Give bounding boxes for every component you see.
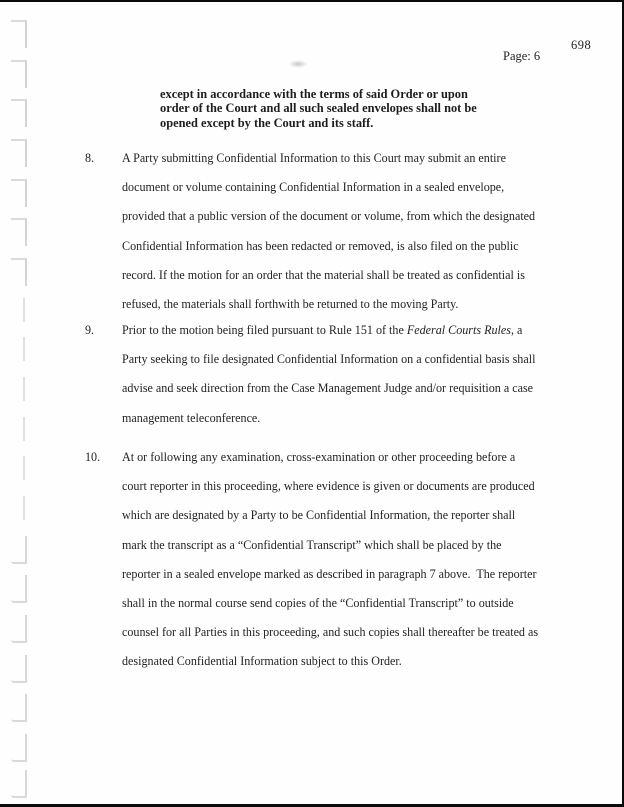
- paragraph-text: [122, 316, 572, 433]
- paragraph-line: Confidential Information has been redacted or removed, is also filed on the public: [122, 238, 519, 253]
- binding-hole-mark: [11, 139, 27, 167]
- paragraph-line: provided that a public version of the document or volume, from which the designated: [122, 209, 536, 224]
- paragraph-line: A Party submitting Confidential Information to this Court may submit an entire: [122, 151, 506, 165]
- paragraph-line: Party seeking to file designated Confidential Information on a confidential basis shall: [122, 352, 536, 367]
- paragraph-line: record. If the motion for an order that the material shall be treated as confidential is: [122, 267, 525, 282]
- quote-block: [160, 87, 490, 130]
- binding-hole-mark: [11, 20, 27, 48]
- text-segment: , a: [510, 323, 523, 337]
- binding-hole-mark: [11, 179, 27, 207]
- paragraph-line: [122, 316, 572, 345]
- paragraph-10: [85, 443, 572, 677]
- binding-hole-mark: [11, 536, 27, 564]
- paragraph-line: document or volume containing Confidential Information in a sealed envelope,: [122, 180, 505, 195]
- paragraph-line: court reporter in this proceeding, where evidence is given or documents are produced: [122, 479, 535, 494]
- binding-hole-mark: [11, 377, 25, 401]
- binding-hole-mark: [11, 694, 27, 722]
- binding-hole-mark: [11, 456, 25, 480]
- paragraph-line: shall in the normal course send copies of the “Confidential Transcript” to outside: [122, 596, 514, 611]
- paragraph-number: 9.: [85, 323, 95, 337]
- binding-hole-mark: [11, 770, 27, 798]
- paragraph-line: At or following any examination, cross-examination or other proceeding before a: [122, 450, 516, 464]
- binding-hole-mark: [11, 258, 27, 286]
- text-segment: Prior to the motion being filed pursuant to Rule 151 of the: [122, 323, 407, 337]
- quote-line: opened except by the Court and its staff.: [160, 115, 374, 130]
- binding-hole-mark: [11, 734, 27, 762]
- binding-hole-mark: [11, 298, 25, 322]
- quote-line: order of the Court and all such sealed envelopes shall not be: [160, 101, 477, 116]
- paragraph-text: [122, 443, 572, 677]
- binding-hole-mark: [11, 575, 27, 603]
- page-number-label: Page: 6: [503, 49, 541, 63]
- quote-line: except in accordance with the terms of said Order or upon: [160, 87, 468, 101]
- paragraph-line: which are designated by a Party to be Confidential Information, the reporter shall: [122, 508, 516, 523]
- scan-smudge: [288, 60, 308, 68]
- binding-hole-mark: [11, 60, 27, 88]
- paragraph-text: [122, 144, 572, 319]
- binding-hole-mark: [11, 99, 27, 127]
- paragraph-line: management teleconference.: [122, 410, 261, 425]
- paragraph-line: reporter in a sealed envelope marked as described in paragraph 7 above. The reporter: [122, 566, 537, 581]
- paragraph-line: counsel for all Parties in this proceeding, and such copies shall thereafter be treated as: [122, 625, 539, 640]
- paragraph-line: advise and seek direction from the Case Management Judge and/or requisition a case: [122, 381, 534, 396]
- binding-hole-mark: [11, 496, 25, 520]
- binding-hole-mark: [11, 615, 27, 643]
- binding-hole-mark: [11, 417, 25, 441]
- italic-citation: Federal Courts Rules: [406, 323, 511, 337]
- binding-hole-mark: [11, 337, 25, 361]
- paragraph-number: 8.: [85, 151, 95, 165]
- paragraph-8: [85, 144, 572, 319]
- paragraph-line: mark the transcript as a “Confidential Transcript” which shall be placed by the: [122, 537, 502, 552]
- paragraph-line: refused, the materials shall forthwith be returned to the moving Party.: [122, 297, 459, 312]
- binding-hole-mark: [11, 218, 27, 246]
- binding-hole-mark: [11, 655, 27, 683]
- paragraph-9: [85, 316, 572, 433]
- paragraph-line: designated Confidential Information subject to this Order.: [122, 654, 402, 669]
- paragraph-number: 10.: [85, 450, 101, 464]
- bates-number: 698: [571, 38, 592, 52]
